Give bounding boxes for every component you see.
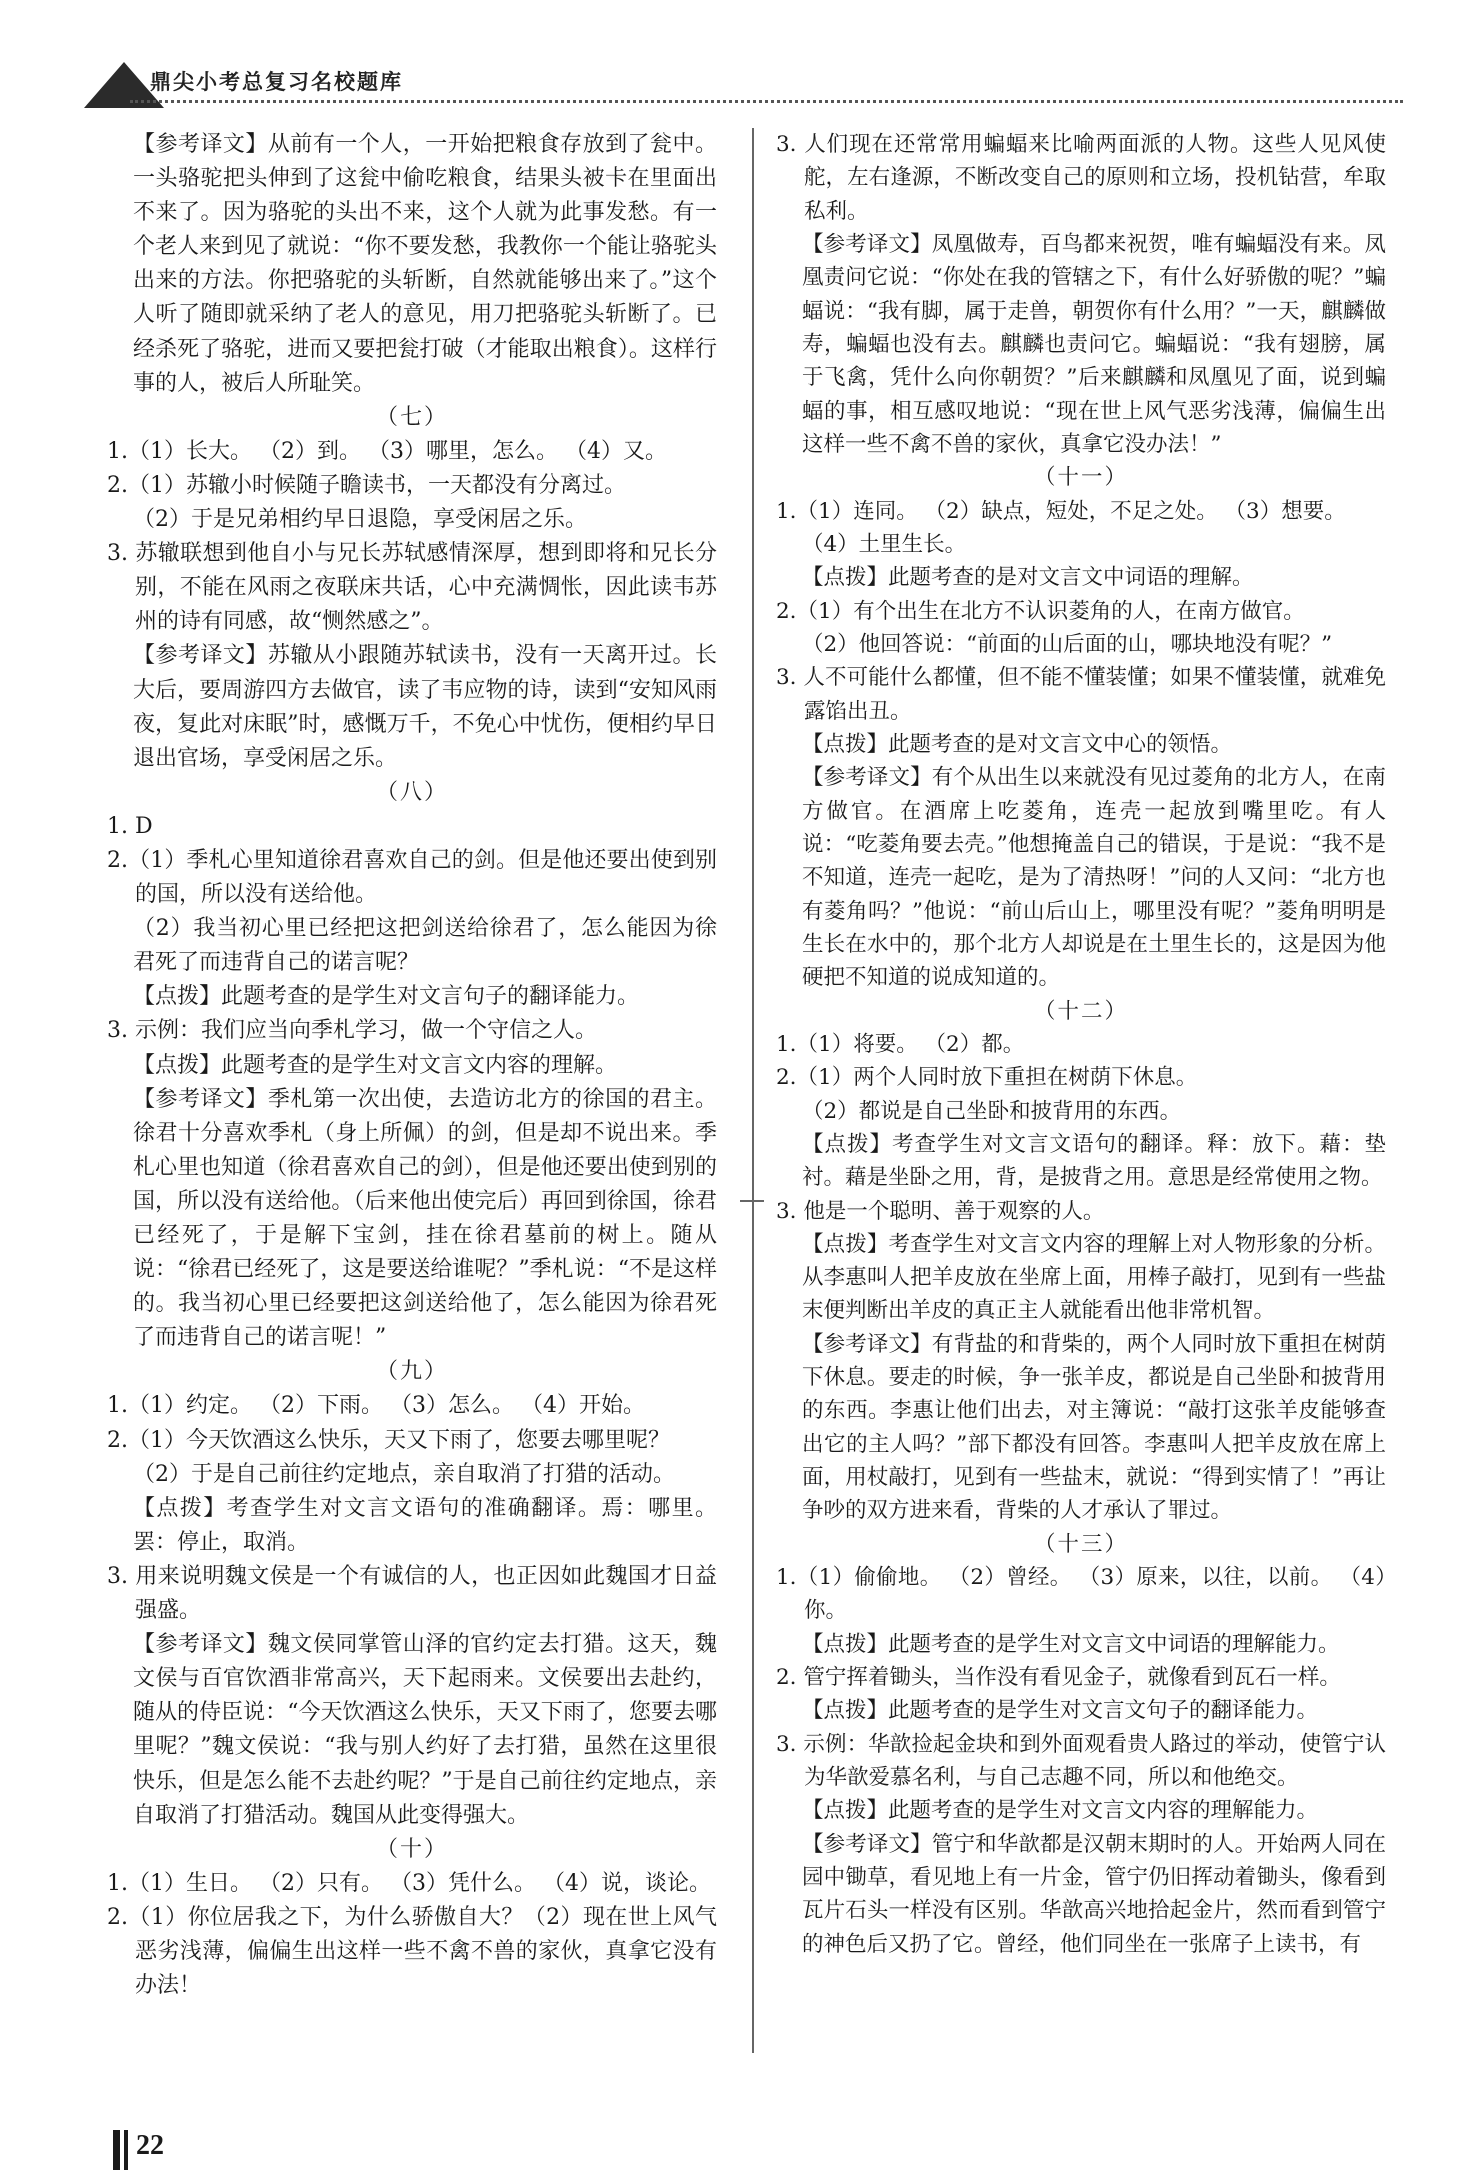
s9-q2b: （2）于是自己前往约定地点，亲自取消了打猎的活动。 <box>133 1461 675 1487</box>
s12-note2: 【点拨】考查学生对文言文内容的理解上对人物形象的分析。从李惠叫人把羊皮放在坐席上面，用棒子敲打，见到有一些盐末便判断出羊皮的真正主人就能看出他非常机智。 <box>802 1231 1386 1324</box>
s11-q2b: （2）他回答说：“前面的山后面的山，哪块地没有呢？” <box>802 631 1333 657</box>
footer-bar-icon <box>113 2130 120 2170</box>
s11-q2a: 2.（1）有个出生在北方不认识菱角的人，在南方做官。 <box>776 598 1305 624</box>
s11-q1a: 1.（1）连同。 （2）缺点，短处，不足之处。 （3）想要。 <box>776 498 1346 524</box>
left-column <box>107 128 717 2003</box>
s9-q3: 3. 用来说明魏文侯是一个有诚信的人，也正因如此魏国才日益强盛。 <box>107 1563 717 1624</box>
s8-note1: 【点拨】此题考查的是学生对文言句子的翻译能力。 <box>133 984 640 1010</box>
section-title-9: （九） <box>375 1359 448 1385</box>
s12-note1: 【点拨】考查学生对文言文语句的翻译。释：放下。藉：垫衬。藉是坐卧之用，背，是披背之用。意思是经常使用之物。 <box>802 1131 1386 1191</box>
s9-translation: 【参考译文】魏文侯同掌管山泽的官约定去打猎。这天，魏文侯与百官饮酒非常高兴，天下起雨来。文侯要出去赴约，随从的侍臣说：“今天饮酒这么快乐，天又下雨了，您要去哪里呢？”魏文侯说：“我与别人约好了去打猎，虽然在这里很快乐，但是怎么能不去赴约呢？”于是自己前往约定地点，亲自取消了打猎活动。魏国从此变得强大。 <box>133 1632 717 1828</box>
s12-q3: 3. 他是一个聪明、善于观察的人。 <box>776 1198 1105 1224</box>
s9-q1: 1.（1）约定。 （2）下雨。 （3）怎么。 （4）开始。 <box>107 1393 645 1419</box>
s6-translation: 【参考译文】从前有一个人，一开始把粮食存放到了瓮中。一头骆驼把头伸到了这瓮中偷吃粮食，结果头被卡在里面出不来了。因为骆驼的头出不来，这个人就为此事发愁。有一个老人来到见了就说：“你不要发愁，我教你一个能让骆驼头出来的方法。你把骆驼的头斩断，自然就能够出来了。”这个人听了随即就采纳了老人的意见，用刀把骆驼头斩断了。已经杀死了骆驼，进而又要把瓮打破（才能取出粮食）。这样行事的人，被后人所耻笑。 <box>133 132 717 396</box>
s8-note2: 【点拨】此题考查的是学生对文言文内容的理解。 <box>133 1052 618 1078</box>
s13-q3: 3. 示例：华歆捡起金块和到外面观看贵人路过的举动，使管宁认为华歆爱慕名利，与自己志趣不同，所以和他绝交。 <box>776 1731 1386 1791</box>
page-number: 22 <box>136 2130 164 2161</box>
s10-q2: 2.（1）你位居我之下，为什么骄傲自大？（2）现在世上风气恶劣浅薄，偏偏生出这样一些不禽不兽的家伙，真拿它没有办法！ <box>107 1904 717 1999</box>
s8-q1: 1. D <box>107 813 153 839</box>
s12-q2a: 2.（1）两个人同时放下重担在树荫下休息。 <box>776 1065 1198 1091</box>
s13-translation: 【参考译文】管宁和华歆都是汉朝末期时的人。开始两人同在园中锄草，看见地上有一片金，管宁仍旧挥动着锄头，像看到瓦片石头一样没有区别。华歆高兴地拾起金片，然而看到管宁的神色后又扔了它。曾经，他们同坐在一张席子上读书，有 <box>802 1831 1386 1957</box>
section-title-8: （八） <box>375 779 448 805</box>
s12-q2b: （2）都说是自己坐卧和披背用的东西。 <box>802 1098 1182 1124</box>
section-title-11: （十一） <box>1033 465 1128 491</box>
page-header <box>0 0 1465 110</box>
s7-translation: 【参考译文】苏辙从小跟随苏轼读书，没有一天离开过。长大后，要周游四方去做官，读了韦应物的诗，读到“安知风雨夜，复此对床眠”时，感慨万千，不免心中忧伤，便相约早日退出官场，享受闲居之乐。 <box>133 643 717 771</box>
s11-translation: 【参考译文】有个从出生以来就没有见过菱角的北方人，在南方做官。在酒席上吃菱角，连壳一起放到嘴里吃。有人说：“吃菱角要去壳。”他想掩盖自己的错误，于是说：“我不是不知道，连壳一起吃，是为了清热呀！”问的人又问：“北方也有菱角吗？”他说：“前山后山上，哪里没有呢？”菱角明明是生长在水中的，那个北方人却说是在土里生长的，这是因为他硬把不知道的说成知道的。 <box>802 765 1386 991</box>
header-rule <box>130 100 1403 103</box>
s8-q2a: 2.（1）季札心里知道徐君喜欢自己的剑。但是他还要出使到别的国，所以没有送给他。 <box>107 847 717 908</box>
s7-q2b: （2）于是兄弟相约早日退隐，享受闲居之乐。 <box>133 507 587 533</box>
section-title-12: （十二） <box>1033 998 1128 1024</box>
s7-q1: 1.（1）长大。 （2）到。 （3）哪里，怎么。 （4）又。 <box>107 438 667 464</box>
s13-note3: 【点拨】此题考查的是学生对文言文内容的理解能力。 <box>802 1798 1319 1824</box>
s10-q3: 3. 人们现在还常常用蝙蝠来比喻两面派的人物。这些人见风使舵，左右逢源，不断改变自己的原则和立场，投机钻营，牟取私利。 <box>776 132 1386 224</box>
s12-q1: 1.（1）将要。 （2）都。 <box>776 1031 1025 1057</box>
s7-q2a: 2.（1）苏辙小时候随子瞻读书，一天都没有分离过。 <box>107 472 626 498</box>
s13-note2: 【点拨】此题考查的是学生对文言文句子的翻译能力。 <box>802 1698 1319 1724</box>
s12-translation: 【参考译文】有背盐的和背柴的，两个人同时放下重担在树荫下休息。要走的时候，争一张羊皮，都说是自己坐卧和披背用的东西。李惠让他们出去，对主簿说：“敲打这张羊皮能够查出它的主人吗？”部下都没有回答。李惠叫人把羊皮放在席上面，用杖敲打，见到有一些盐末，就说：“得到实情了！”再让争吵的双方进来看，背柴的人才承认了罪过。 <box>802 1331 1386 1524</box>
s11-q3: 3. 人不可能什么都懂，但不能不懂装懂；如果不懂装懂，就难免露馅出丑。 <box>776 665 1386 724</box>
s9-note1: 【点拨】考查学生对文言文语句的准确翻译。焉：哪里。罢：停止，取消。 <box>133 1495 717 1555</box>
right-column <box>776 128 1386 1961</box>
s8-q2b: （2）我当初心里已经把这把剑送给徐君了，怎么能因为徐君死了而违背自己的诺言呢？ <box>133 916 717 976</box>
section-title-10: （十） <box>375 1836 448 1862</box>
s8-q3: 3. 示例：我们应当向季札学习，做一个守信之人。 <box>107 1018 597 1044</box>
s7-q3: 3. 苏辙联想到他自小与兄长苏轼感情深厚，想到即将和兄长分别，不能在风雨之夜联床共话，心中充满惆怅，因此读韦苏州的诗有同感，故“恻然感之”。 <box>107 541 717 635</box>
s10-q1: 1.（1）生日。 （2）只有。 （3）凭什么。 （4）说，谈论。 <box>107 1870 711 1896</box>
s11-note2: 【点拨】此题考查的是对文言文中心的领悟。 <box>802 731 1233 757</box>
footer-bar-icon-thin <box>124 2130 128 2170</box>
s13-note1: 【点拨】此题考查的是学生对文言文中词语的理解能力。 <box>802 1631 1340 1657</box>
section-title-7: （七） <box>375 404 448 430</box>
s10-translation: 【参考译文】凤凰做寿，百鸟都来祝贺，唯有蝙蝠没有来。凤凰责问它说：“你处在我的管辖之下，有什么好骄傲的呢？”蝙蝠说：“我有脚，属于走兽，朝贺你有什么用？”一天，麒麟做寿，蝙蝠也没有去。麒麟也责问它。蝙蝠说：“我有翅膀，属于飞禽，凭什么向你朝贺？”后来麒麟和凤凰见了面，说到蝙蝠的事，相互感叹地说：“现在世上风气恶劣浅薄，偏偏生出这样一些不禽不兽的家伙，真拿它没办法！” <box>802 231 1386 457</box>
header-title: 鼎尖小考总复习名校题库 <box>150 70 403 94</box>
s13-q1: 1.（1）偷偷地。 （2）曾经。 （3）原来，以往，以前。 （4）你。 <box>776 1565 1386 1624</box>
s9-q2a: 2.（1）今天饮酒这么快乐，天又下雨了，您要去哪里呢？ <box>107 1427 670 1453</box>
s13-q2: 2. 管宁挥着锄头，当作没有看见金子，就像看到瓦石一样。 <box>776 1665 1341 1691</box>
column-divider <box>752 128 754 2053</box>
s11-q1b: （4）土里生长。 <box>802 531 967 557</box>
section-title-13: （十三） <box>1033 1531 1128 1557</box>
divider-tick <box>740 1200 764 1202</box>
s11-note1: 【点拨】此题考查的是对文言文中词语的理解。 <box>802 565 1254 591</box>
s8-translation: 【参考译文】季札第一次出使，去造访北方的徐国的君主。徐君十分喜欢季札（身上所佩）的剑，但是却不说出来。季札心里也知道（徐君喜欢自己的剑），但是他还要出使到别的国，所以没有送给他。（后来他出使完后）再回到徐国，徐君已经死了，于是解下宝剑，挂在徐君墓前的树上。随从说：“徐君已经死了，这是要送给谁呢？”季札说：“不是这样的。我当初心里已经要把这剑送给他了，怎么能因为徐君死了而违背自己的诺言呢！” <box>133 1086 717 1351</box>
